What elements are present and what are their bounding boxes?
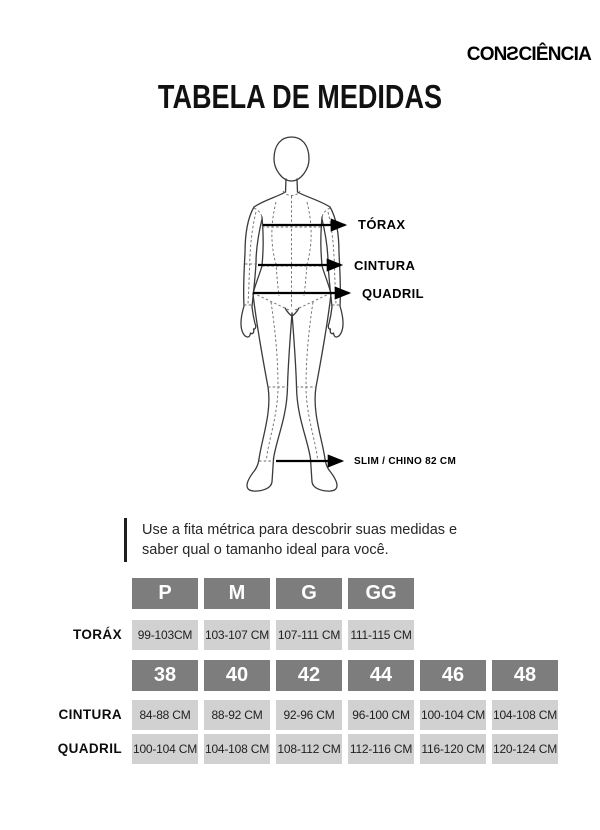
measurement-cell: 99-103CM xyxy=(132,620,198,650)
measurement-cell: 120-124 CM xyxy=(492,734,558,764)
measurement-cell: 100-104 CM xyxy=(132,734,198,764)
numeric-size-header-row xyxy=(132,660,558,691)
seam-guide-lines xyxy=(244,191,340,461)
measurement-cell: 107-111 CM xyxy=(276,620,342,650)
male-body-measurement-diagram xyxy=(215,128,460,500)
size-header-cell: 46 xyxy=(420,660,486,691)
row-label-cintura: CINTURA xyxy=(58,707,122,722)
body-outline xyxy=(241,137,343,491)
measurement-cell: 111-115 CM xyxy=(348,620,414,650)
torax-row xyxy=(132,620,414,650)
measurement-cell: 88-92 CM xyxy=(204,700,270,730)
cintura-row xyxy=(132,700,558,730)
measurement-cell: 116-120 CM xyxy=(420,734,486,764)
waist-label: CINTURA xyxy=(354,258,416,273)
page-title: TABELA DE MEDIDAS xyxy=(157,78,443,115)
measurement-cell: 104-108 CM xyxy=(204,734,270,764)
row-label-quadril: QUADRIL xyxy=(57,741,122,756)
measuring-note-line: Use a fita métrica para descobrir suas medidas e xyxy=(142,522,458,538)
size-header-cell: M xyxy=(204,578,270,609)
brand-logo-part: CIÊNCIA xyxy=(518,44,591,65)
measurement-cell: 104-108 CM xyxy=(492,700,558,730)
measuring-note-line: saber qual o tamanho ideal para você. xyxy=(142,542,389,558)
letter-size-header-row xyxy=(132,578,414,609)
size-header-cell: GG xyxy=(348,578,414,609)
brand-logo-mirrored-s: S xyxy=(506,44,519,65)
measurement-cell: 84-88 CM xyxy=(132,700,198,730)
measurement-cell: 112-116 CM xyxy=(348,734,414,764)
inseam-label: SLIM / CHINO 82 CM xyxy=(354,456,457,467)
size-header-cell: G xyxy=(276,578,342,609)
hip-label: QUADRIL xyxy=(362,286,425,301)
size-header-cell: P xyxy=(132,578,198,609)
brand-logo xyxy=(467,44,591,66)
brand-logo-part: CON xyxy=(466,44,507,65)
measurement-cell: 92-96 CM xyxy=(276,700,342,730)
measurement-cell: 103-107 CM xyxy=(204,620,270,650)
size-header-cell: 48 xyxy=(492,660,558,691)
size-header-cell: 38 xyxy=(132,660,198,691)
row-label-torax: TORÁX xyxy=(72,627,122,642)
measurement-cell: 96-100 CM xyxy=(348,700,414,730)
chest-label: TÓRAX xyxy=(358,217,406,232)
size-header-cell: 40 xyxy=(204,660,270,691)
size-header-cell: 44 xyxy=(348,660,414,691)
measurement-cell: 108-112 CM xyxy=(276,734,342,764)
quadril-row xyxy=(132,734,558,764)
measurement-cell: 100-104 CM xyxy=(420,700,486,730)
size-header-cell: 42 xyxy=(276,660,342,691)
measuring-note xyxy=(124,518,457,562)
